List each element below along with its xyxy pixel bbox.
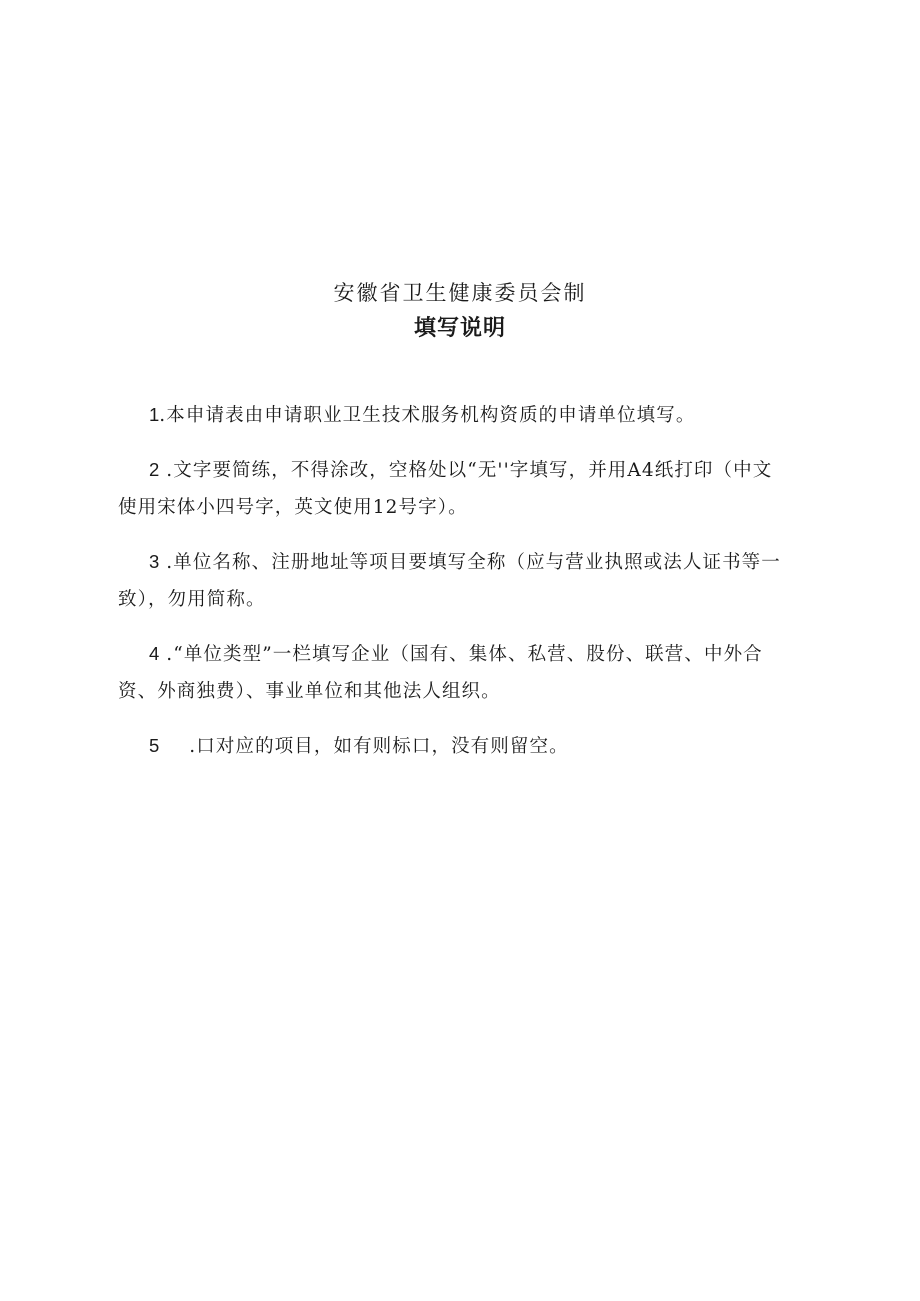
- instruction-text: .文字要简练，不得涂改，空格处以“无''字填写，并用A4纸打印（中文: [166, 460, 773, 481]
- instruction-text-continued: 资、外商独费）、事业单位和其他法人组织。: [118, 681, 501, 702]
- instruction-item-3: [118, 543, 810, 618]
- instruction-item-5: [118, 727, 810, 765]
- instruction-text-continued: 致），勿用简称。: [118, 589, 266, 610]
- instruction-number: 3: [149, 551, 160, 572]
- instruction-item-1: 1.本申请表由申请职业卫生技术服务机构资质的申请单位填写。: [149, 404, 696, 426]
- instruction-item-2: [118, 451, 810, 526]
- instruction-number: 1: [149, 404, 160, 425]
- instruction-number: 4: [149, 643, 160, 664]
- instruction-text: .口对应的项目，如有则标口，没有则留空。: [189, 736, 569, 757]
- instructions-list: [118, 396, 810, 782]
- page-title: 填写说明: [413, 316, 506, 341]
- instruction-text: 本申请表由申请职业卫生技术服务机构资质的申请单位填写。: [166, 405, 696, 426]
- instruction-text: .单位名称、注册地址等项目要填写全称（应与营业执照或法人证书等一: [166, 552, 781, 573]
- instruction-text: .“单位类型”一栏填写企业（国有、集体、私营、股份、联营、中外合: [166, 644, 763, 665]
- instruction-item-4: [118, 635, 810, 710]
- issuer-line: 安徽省卫生健康委员会制: [333, 281, 587, 305]
- instruction-number: 2: [149, 459, 160, 480]
- instruction-text-continued: 使用宋体小四号字，英文使用12号字）。: [118, 497, 468, 518]
- instruction-number: 5: [149, 735, 160, 756]
